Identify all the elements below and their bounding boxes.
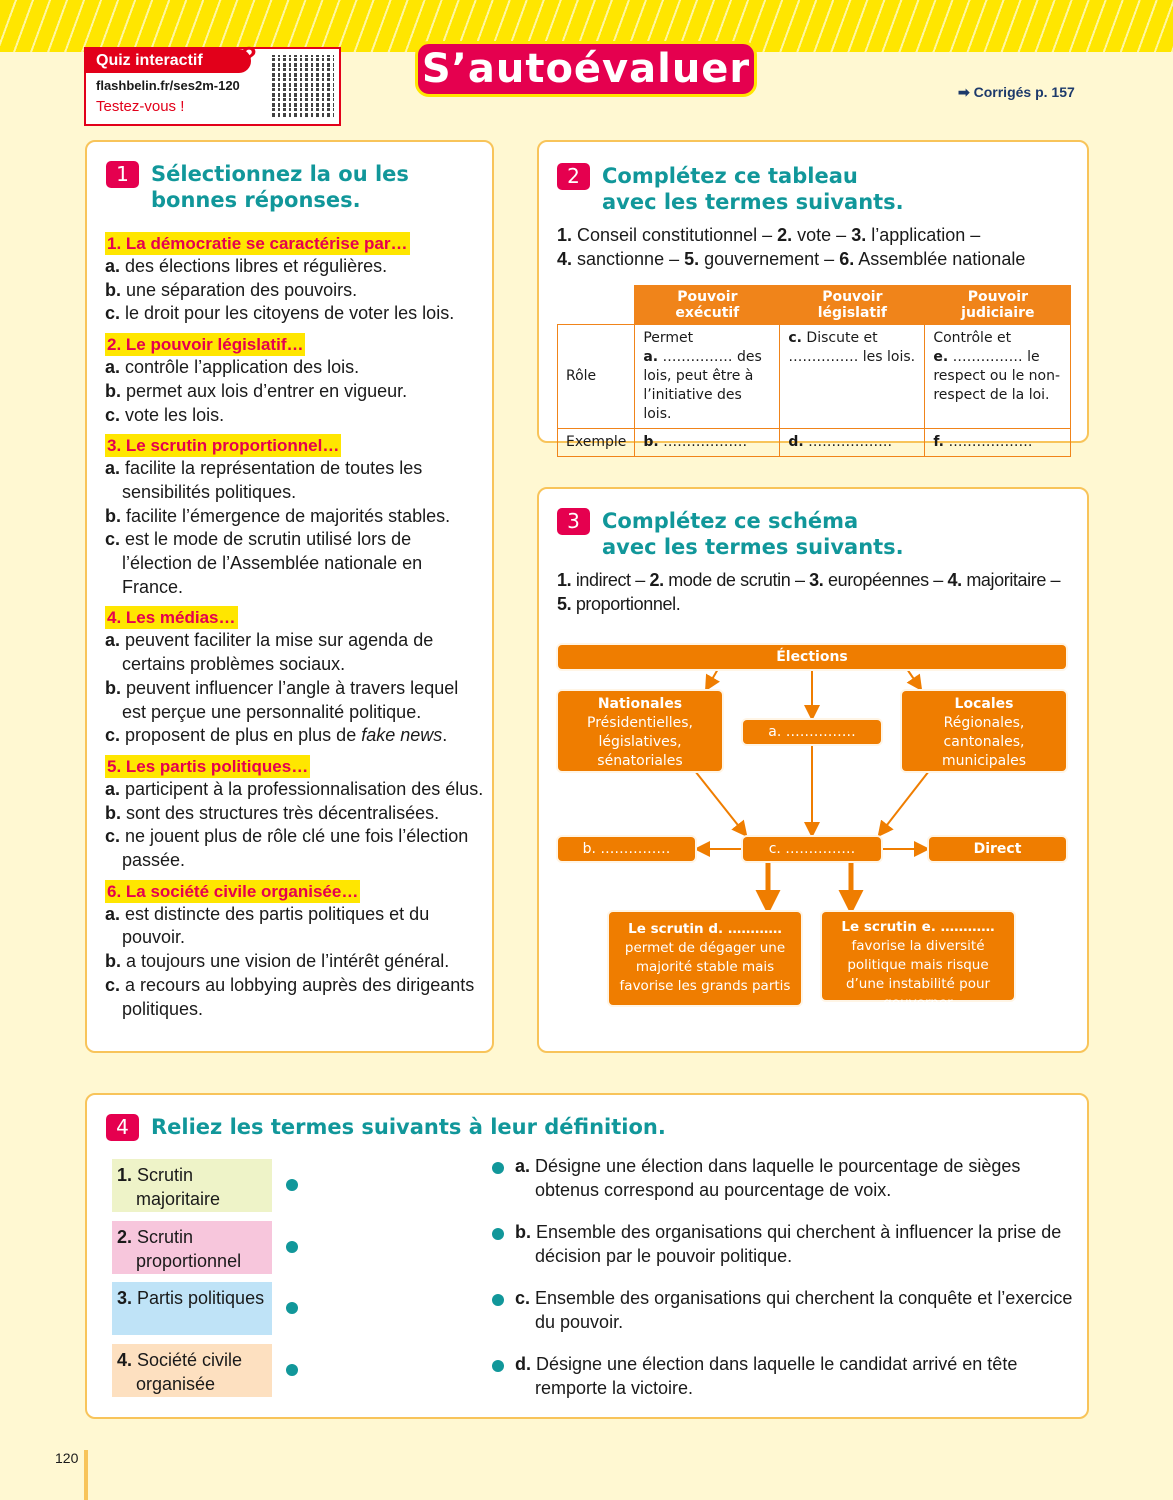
node-title: Le scrutin e. ………… [841,919,995,935]
exercise-number: 4 [106,1114,139,1141]
page-bar [84,1450,88,1500]
column-header: Pouvoir exécutif [635,286,780,325]
term-connector-dot[interactable] [286,1241,298,1253]
term-text: sanctionne – [572,248,685,269]
answer-italic: fake news [361,725,443,746]
answer-letter: c. [105,974,121,995]
term-text: mode de scrutin – [663,570,810,590]
term-number: 6. [839,248,855,269]
answer-letter: a. [105,357,121,378]
answer-letter: c. [105,404,121,425]
answer-text: contrôle l’application des lois. [125,357,360,378]
definition [515,1154,1075,1202]
term-number: 2. [117,1226,133,1247]
blank-letter: c. [788,330,802,346]
question-mark-icon: ? [241,41,257,71]
quiz-label: Quiz interactif [86,49,251,73]
term-text: Société civile organisée [132,1349,243,1394]
question-heading: 3. Le scrutin proportionnel… [107,436,340,456]
definition [515,1286,1075,1334]
diagram-blank-a[interactable]: a. …………… [743,720,881,744]
term-text: Scrutin majoritaire [132,1165,221,1209]
answer-text: peuvent influencer l’angle à travers lequel est perçue une personnalité politique. [122,677,459,722]
node-label: Direct [973,841,1022,857]
title-line: Complétez ce schéma [602,509,859,533]
answer-text: a recours au lobbying auprès des dirigeants politiques. [122,974,475,1019]
term-number: 2. [649,570,664,590]
term-number: 4. [117,1349,133,1370]
term-card [112,1221,272,1274]
definition-text: Désigne une élection dans laquelle le candidat arrivé en tête remporte la victoire. [531,1354,1018,1398]
quiz-url[interactable]: flashbelin.fr/ses2m-120 [96,78,240,93]
term-number: 5. [684,248,700,269]
definition-letter: c. [515,1288,531,1308]
blank-letter: a. [643,349,659,365]
answer-text: facilite l’émergence de majorités stables. [126,505,451,526]
term-text: Scrutin proportionnel [132,1226,242,1271]
exercise-title: Reliez les termes suivants à leur définition. [151,1115,666,1139]
term-text: Partis politiques [132,1288,265,1308]
exercise-title: Sélectionnez la ou les bonnes réponses. [151,162,409,212]
answer-letter: c. [105,529,121,550]
diagram-blank-d[interactable] [609,912,801,1005]
question-heading: 6. La société civile organisée… [107,881,359,901]
definition-text: Ensemble des organisations qui cherchent à influencer la prise de décision par le pouvoir politique. [531,1222,1062,1266]
definition-letter: b. [515,1222,531,1242]
column-header: Pouvoir législatif [780,286,925,325]
term-text: vote – [792,225,852,245]
diagram-blank-c[interactable]: c. …………… [743,837,881,861]
definition-text: Ensemble des organisations qui cherchent la conquête et l’exercice du pouvoir. [530,1288,1073,1332]
answer-letter: a. [105,630,121,651]
definition-letter: d. [515,1354,531,1374]
cell-text: Contrôle et [933,330,1012,346]
node-title: Locales [954,696,1014,712]
title-line: avec les termes suivants. [602,535,904,559]
definition-connector-dot[interactable] [492,1228,504,1240]
term-number: 5. [557,593,572,614]
term-number: 3. [809,570,824,590]
node-text: Présidentielles, législatives, sénatoriales [587,715,693,769]
answer-text: une séparation des pouvoirs. [126,279,358,300]
definition-text: Désigne une élection dans laquelle le pourcentage de sièges obtenus correspond au pourcentage de voix. [530,1156,1021,1200]
quiz-cta[interactable]: Testez-vous ! [96,98,185,115]
term-connector-dot[interactable] [286,1364,298,1376]
answer-suffix: . [442,725,448,746]
diagram-elections [558,645,1066,669]
definition-connector-dot[interactable] [492,1162,504,1174]
node-text: favorise la diversité politique mais risque d’une instabilité pour gouverner [845,938,991,1011]
exercise-number: 2 [557,163,590,190]
term-text: proportionnel. [571,593,681,614]
term-number: 1. [117,1165,133,1185]
question-heading: 2. Le pouvoir législatif… [107,335,304,355]
term-connector-dot[interactable] [286,1302,298,1314]
title-line: avec les termes suivants. [602,190,904,214]
blank-letter: f. [933,434,944,450]
definition-letter: a. [515,1156,531,1176]
answer-letter: a. [105,256,121,276]
term-text: majoritaire – [961,570,1061,590]
question-heading: 4. Les médias… [107,608,236,628]
page-title: S’autoévaluer [415,41,757,97]
blank-letter: d. [788,434,804,450]
blank-letter: e. [933,349,949,365]
corriges-label: Corrigés p. 157 [973,84,1075,100]
answer-letter: b. [105,279,121,300]
definition [515,1220,1075,1268]
node-text: permet de dégager une majorité stable mais favorise les grands partis [619,940,791,994]
term-card [112,1344,272,1397]
answer-letter: b. [105,380,121,401]
answer-letter: b. [105,951,121,972]
answer-letter: a. [105,778,121,799]
blank-letter: b. [643,434,659,450]
diagram-nationales [558,691,722,771]
row-label: Rôle [558,325,635,429]
diagram-direct [929,837,1066,861]
term-number: 3. [851,225,867,245]
answer-letter: c. [105,303,121,324]
cell-text: Discute et …………… les lois. [788,330,916,365]
cell-text: …………… le respect ou le non-respect de la loi. [933,349,1061,403]
question-heading: 5. Les partis politiques… [107,756,309,776]
node-label: Élections [776,649,848,665]
answer-text: peuvent faciliter la mise sur agenda de certains problèmes sociaux. [122,630,434,675]
title-line: Complétez ce tableau [602,164,858,188]
term-text: européennes – [823,570,948,590]
answer-text: a toujours une vision de l’intérêt général. [126,951,450,972]
answer-text: vote les lois. [125,404,225,425]
answer-text: sont des structures très décentralisées. [126,802,440,823]
answer-letter: b. [105,802,121,823]
node-title: Le scrutin d. ………… [628,921,782,937]
term-number: 2. [777,225,793,245]
term-number: 3. [117,1288,133,1308]
term-card [112,1282,272,1335]
term-text: l’application – [866,225,981,245]
answer-text: permet aux lois d’entrer en vigueur. [126,380,408,401]
answer-text: est distincte des partis politiques et du pouvoir. [122,903,430,948]
definition-connector-dot[interactable] [492,1360,504,1372]
column-header: Pouvoir judiciaire [925,286,1071,325]
answer-letter: a. [105,458,121,479]
answer-text: proposent de plus en plus de [125,725,362,746]
term-text: gouvernement – [699,248,840,269]
arrow-right-icon: ➡ [958,84,974,100]
answer-letter: a. [105,903,121,924]
definition [515,1352,1075,1400]
term-text: Conseil constitutionnel – [572,225,778,245]
term-number: 1. [557,570,572,590]
cell-text: …………… des lois, peut être à l’initiative des lois. [643,349,762,422]
exercise-number: 1 [106,161,139,188]
diagram-blank-e[interactable] [822,912,1014,1011]
term-text: Assemblée nationale [854,248,1026,269]
question-heading: 1. La démocratie se caractérise par… [107,234,408,253]
node-text: Régionales, cantonales, municipales [941,715,1027,769]
node-title: Nationales [597,696,683,712]
definition-connector-dot[interactable] [492,1294,504,1306]
answer-letter: c. [105,826,121,847]
cell-text: ……………… [944,434,1033,450]
answer-text: est le mode de scrutin utilisé lors de l’élection de l’Assemblée nationale en France. [122,529,423,597]
cell-text: ……………… [803,434,893,450]
answer-text: facilite la représentation de toutes les sensibilités politiques. [122,458,423,502]
cell-text: ……………… [658,434,748,450]
term-number: 1. [557,225,573,245]
answer-letter: b. [105,677,121,698]
term-text: indirect – [571,570,650,590]
answer-text: des élections libres et régulières. [125,256,388,276]
cell-text: Permet [643,330,694,346]
diagram-locales [902,691,1066,771]
answer-letter: c. [105,725,121,746]
page-number: 120 [55,1450,79,1466]
term-connector-dot[interactable] [286,1179,298,1191]
row-label: Exemple [558,429,635,457]
answer-text: participent à la professionnalisation des élus. [125,778,484,799]
answer-text: le droit pour les citoyens de voter les lois. [125,303,455,324]
exercise-number: 3 [557,508,590,535]
diagram-blank-b[interactable]: b. …………… [558,837,695,861]
term-card [112,1159,272,1212]
answer-letter: b. [105,505,121,526]
term-number: 4. [557,248,573,269]
answer-text: ne jouent plus de rôle clé une fois l’élection passée. [122,826,469,871]
term-number: 4. [947,570,962,590]
